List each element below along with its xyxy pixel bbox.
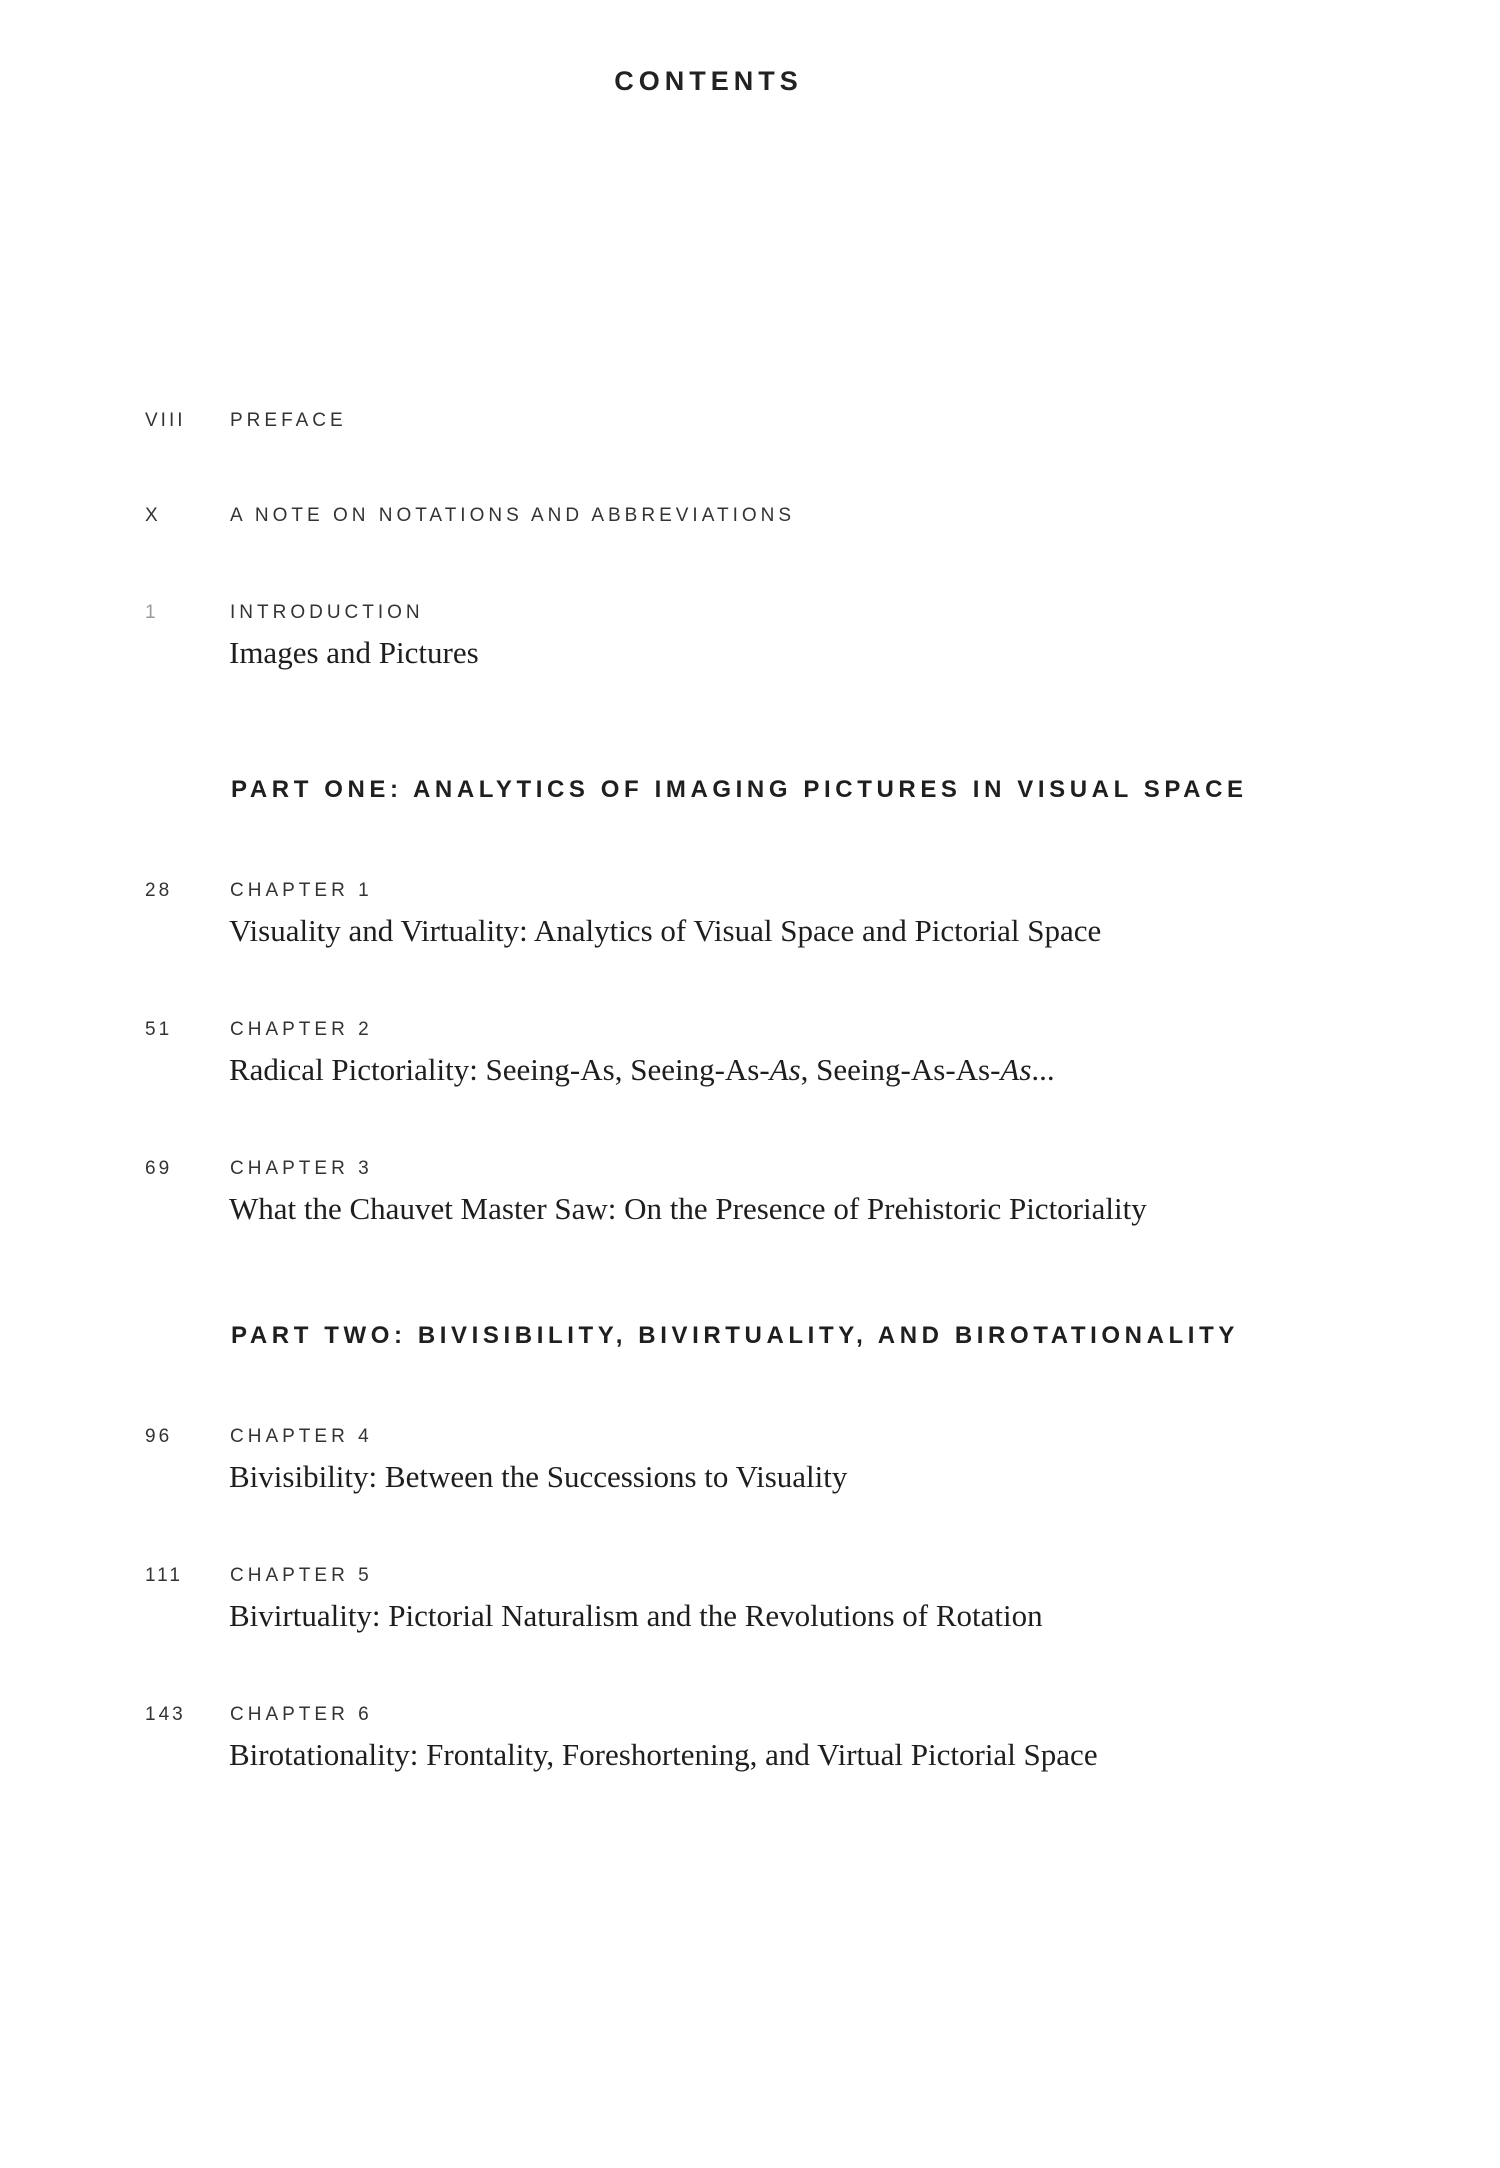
page-number: 96 [145, 1426, 173, 1447]
entry-label: CHAPTER 2 [230, 1019, 373, 1040]
entry-title: Images and Pictures [229, 635, 479, 670]
part-heading: PART ONE: ANALYTICS OF IMAGING PICTURES IN VISUAL SPACE [231, 776, 1248, 803]
title-italic: As [1000, 1052, 1032, 1087]
entry-title: Birotationality: Frontality, Foreshortening, and Virtual Pictorial Space [229, 1737, 1098, 1772]
page-number: 143 [145, 1704, 186, 1725]
title-italic: As [769, 1052, 801, 1087]
entry-title: What the Chauvet Master Saw: On the Presence of Prehistoric Pictoriality [229, 1191, 1147, 1226]
entry-label: CHAPTER 3 [230, 1158, 373, 1179]
page-number: X [145, 505, 161, 526]
entry-title: Bivirtuality: Pictorial Naturalism and the Revolutions of Rotation [229, 1598, 1043, 1633]
page-number: 111 [145, 1565, 183, 1586]
entry-label: CHAPTER 5 [230, 1565, 373, 1586]
entry-label: A NOTE ON NOTATIONS AND ABBREVIATIONS [230, 505, 796, 526]
entry-label: CHAPTER 1 [230, 880, 373, 901]
page-number: 28 [145, 880, 173, 901]
entry-title: Bivisibility: Between the Successions to Visuality [229, 1459, 848, 1494]
entry-label: CHAPTER 6 [230, 1704, 373, 1725]
page-number: 69 [145, 1158, 173, 1179]
entry-title [229, 1051, 1055, 1089]
entry-label: INTRODUCTION [230, 602, 424, 623]
title-part: ... [1031, 1052, 1055, 1087]
page-title: CONTENTS [614, 66, 803, 96]
entry-label: CHAPTER 4 [230, 1426, 373, 1447]
page-number: VIII [145, 410, 186, 431]
entry-label: PREFACE [230, 410, 347, 431]
title-part: , Seeing-As-As- [800, 1052, 1001, 1087]
part-heading: PART TWO: BIVISIBILITY, BIVIRTUALITY, AND BIROTATIONALITY [231, 1322, 1239, 1349]
entry-title: Visuality and Virtuality: Analytics of Visual Space and Pictorial Space [229, 913, 1102, 948]
page-number: 1 [145, 602, 159, 623]
page-number: 51 [145, 1019, 173, 1040]
title-part: Radical Pictoriality: Seeing-As, Seeing-As- [229, 1052, 770, 1087]
